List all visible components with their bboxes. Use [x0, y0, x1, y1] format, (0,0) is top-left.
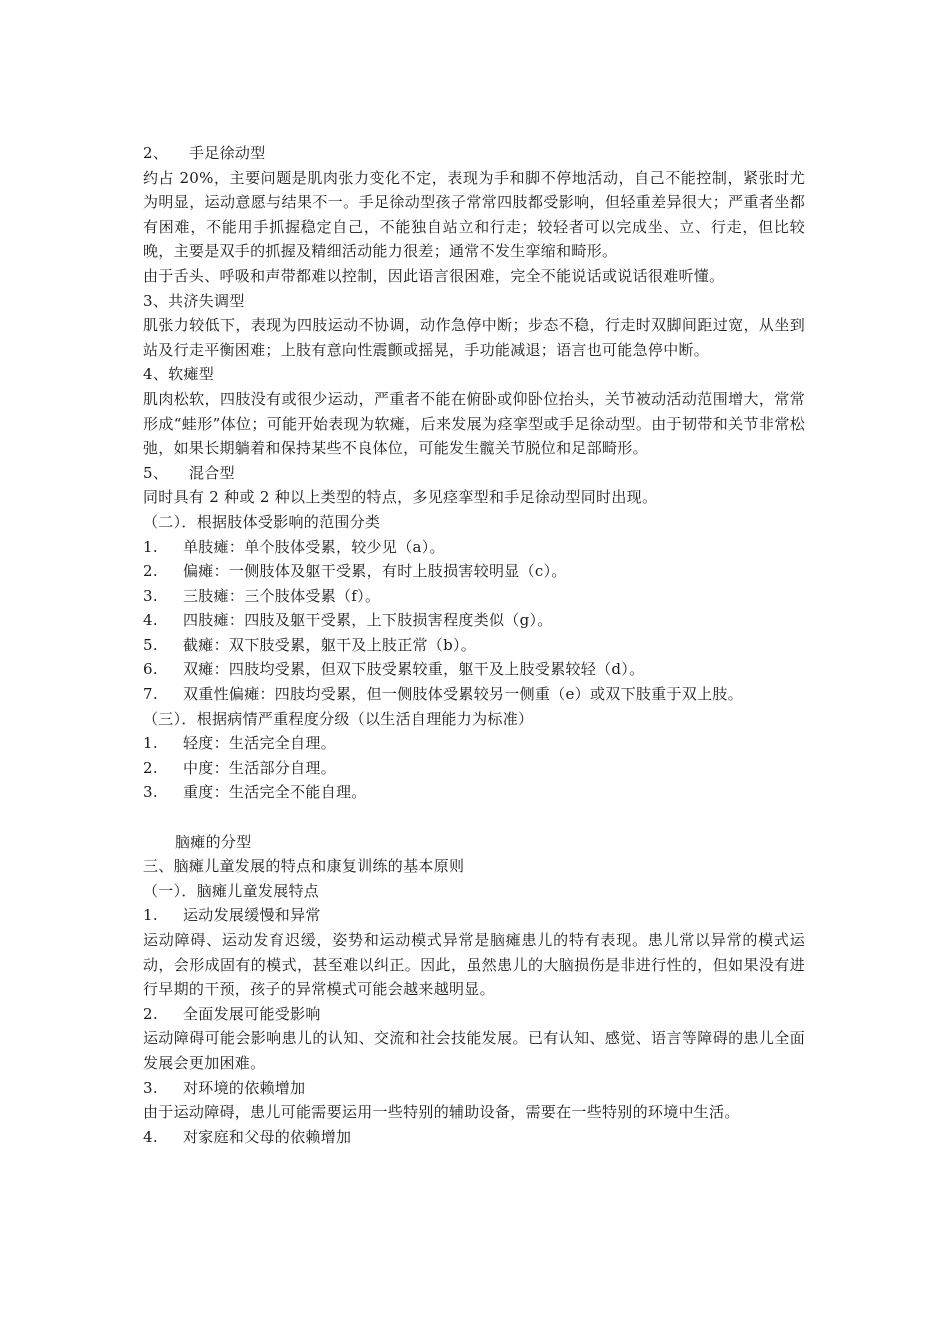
section-heading: 4、软瘫型 — [143, 365, 215, 384]
item-text: 四肢瘫：四肢及躯干受累，上下肢损害程度类似（g）。 — [183, 611, 553, 630]
numbered-heading — [143, 1002, 805, 1027]
numbered-heading — [143, 1125, 805, 1150]
blank-line — [143, 805, 805, 830]
section-heading: （三）．根据病情严重程度分级（以生活自理能力为标准） — [143, 709, 534, 728]
document-body — [143, 141, 805, 1149]
item-text: 截瘫：双下肢受累，躯干及上肢正常（b）。 — [183, 635, 477, 654]
item-number: 7. — [143, 685, 158, 704]
item-number: 5、 — [143, 463, 169, 482]
item-number: 4. — [143, 611, 158, 630]
paragraph: 运动障碍可能会影响患儿的认知、交流和社会技能发展。已有认知、感觉、语言等障碍的患儿全面发展会更加困难。 — [143, 1029, 805, 1072]
item-number: 3. — [143, 783, 158, 802]
item-text: 手足徐动型 — [189, 144, 266, 162]
item-text: 中度：生活部分自理。 — [183, 758, 337, 777]
numbered-heading — [143, 633, 805, 658]
item-number: 4. — [143, 1127, 158, 1146]
numbered-heading — [143, 461, 805, 486]
paragraph: 同时具有 2 种或 2 种以上类型的特点，多见痉挛型和手足徐动型同时出现。 — [143, 488, 658, 507]
paragraph: 肌张力较低下，表现为四肢运动不协调，动作急停中断；步态不稳，行走时双脚间距过宽，从坐到站及行走平衡困难；上肢有意向性震颤或摇晃，手功能减退；语言也可能急停中断。 — [143, 316, 805, 359]
item-number: 2. — [143, 562, 158, 581]
numbered-heading — [143, 682, 805, 707]
numbered-heading — [143, 535, 805, 560]
item-number: 3. — [143, 586, 158, 605]
item-text: 混合型 — [189, 463, 235, 482]
section-caption: 脑瘫的分型 — [175, 832, 252, 851]
item-text: 单肢瘫：单个肢体受累，较少见（a）。 — [183, 537, 445, 556]
item-text: 三肢瘫：三个肢体受累（f）。 — [183, 586, 381, 605]
numbered-heading — [143, 608, 805, 633]
paragraph: 由于舌头、呼吸和声带都难以控制，因此语言很困难，完全不能说话或说话很难听懂。 — [143, 266, 725, 285]
item-text: 运动发展缓慢和异常 — [183, 906, 321, 925]
numbered-heading — [143, 756, 805, 781]
numbered-heading — [143, 903, 805, 928]
item-number: 6. — [143, 660, 158, 679]
item-text: 双瘫：四肢均受累，但双下肢受累较重，躯干及上肢受累较轻（d）。 — [183, 660, 645, 679]
item-text: 对环境的依赖增加 — [183, 1078, 306, 1097]
item-text: 重度：生活完全不能自理。 — [183, 783, 367, 802]
item-text: 轻度：生活完全自理。 — [183, 734, 337, 753]
numbered-heading — [143, 141, 805, 166]
numbered-heading — [143, 657, 805, 682]
numbered-heading — [143, 559, 805, 584]
item-text: 双重性偏瘫：四肢均受累，但一侧肢体受累较另一侧重（e）或双下肢重于双上肢。 — [183, 685, 743, 704]
item-number: 1. — [143, 906, 158, 925]
paragraph: 由于运动障碍，患儿可能需要运用一些特别的辅助设备，需要在一些特别的环境中生活。 — [143, 1103, 740, 1122]
paragraph: 运动障碍、运动发育迟缓，姿势和运动模式异常是脑瘫患儿的特有表现。患儿常以异常的模式运动，会形成固有的模式，甚至难以纠正。因此，虽然患儿的大脑损伤是非进行性的，但如果没有进行早期的干预，孩子的异常模式可能会越来越明显。 — [143, 931, 805, 999]
item-number: 2. — [143, 758, 158, 777]
numbered-heading — [143, 584, 805, 609]
numbered-heading — [143, 780, 805, 805]
item-number: 1. — [143, 734, 158, 753]
paragraph: 约占 20%，主要问题是肌肉张力变化不定，表现为手和脚不停地活动，自己不能控制，紧张时尤为明显，运动意愿与结果不一。手足徐动型孩子常常四肢都受影响，但轻重差异很大；严重者坐都有困难，不能用手抓握稳定自己，不能独自站立和行走；较轻者可以完成坐、立、行走，但比较晚，主要是双手的抓握及精细活动能力很差；通常不发生挛缩和畸形。 — [143, 168, 805, 261]
section-heading: 3、共济失调型 — [143, 291, 245, 310]
item-text: 偏瘫：一侧肢体及躯干受累，有时上肢损害较明显（c）。 — [183, 562, 567, 581]
section-heading: （一）．脑瘫儿童发展特点 — [143, 881, 320, 900]
numbered-heading — [143, 731, 805, 756]
numbered-heading — [143, 1076, 805, 1101]
section-heading: 三、脑瘫儿童发展的特点和康复训练的基本原则 — [143, 857, 465, 876]
item-text: 全面发展可能受影响 — [183, 1004, 321, 1023]
paragraph: 肌肉松软，四肢没有或很少运动，严重者不能在俯卧或仰卧位抬头，关节被动活动范围增大，常常形成“蛙形”体位；可能开始表现为软瘫，后来发展为痉挛型或手足徐动型。由于韧带和关节非常松弛，如果长期躺着和保持某些不良体位，可能发生髋关节脱位和足部畸形。 — [143, 389, 805, 458]
item-text: 对家庭和父母的依赖增加 — [183, 1127, 352, 1146]
section-heading: （二）．根据肢体受影响的范围分类 — [143, 512, 381, 531]
item-number: 5. — [143, 635, 158, 654]
item-number: 2、 — [143, 144, 169, 162]
item-number: 2. — [143, 1004, 158, 1023]
item-number: 1. — [143, 537, 158, 556]
item-number: 3. — [143, 1078, 158, 1097]
